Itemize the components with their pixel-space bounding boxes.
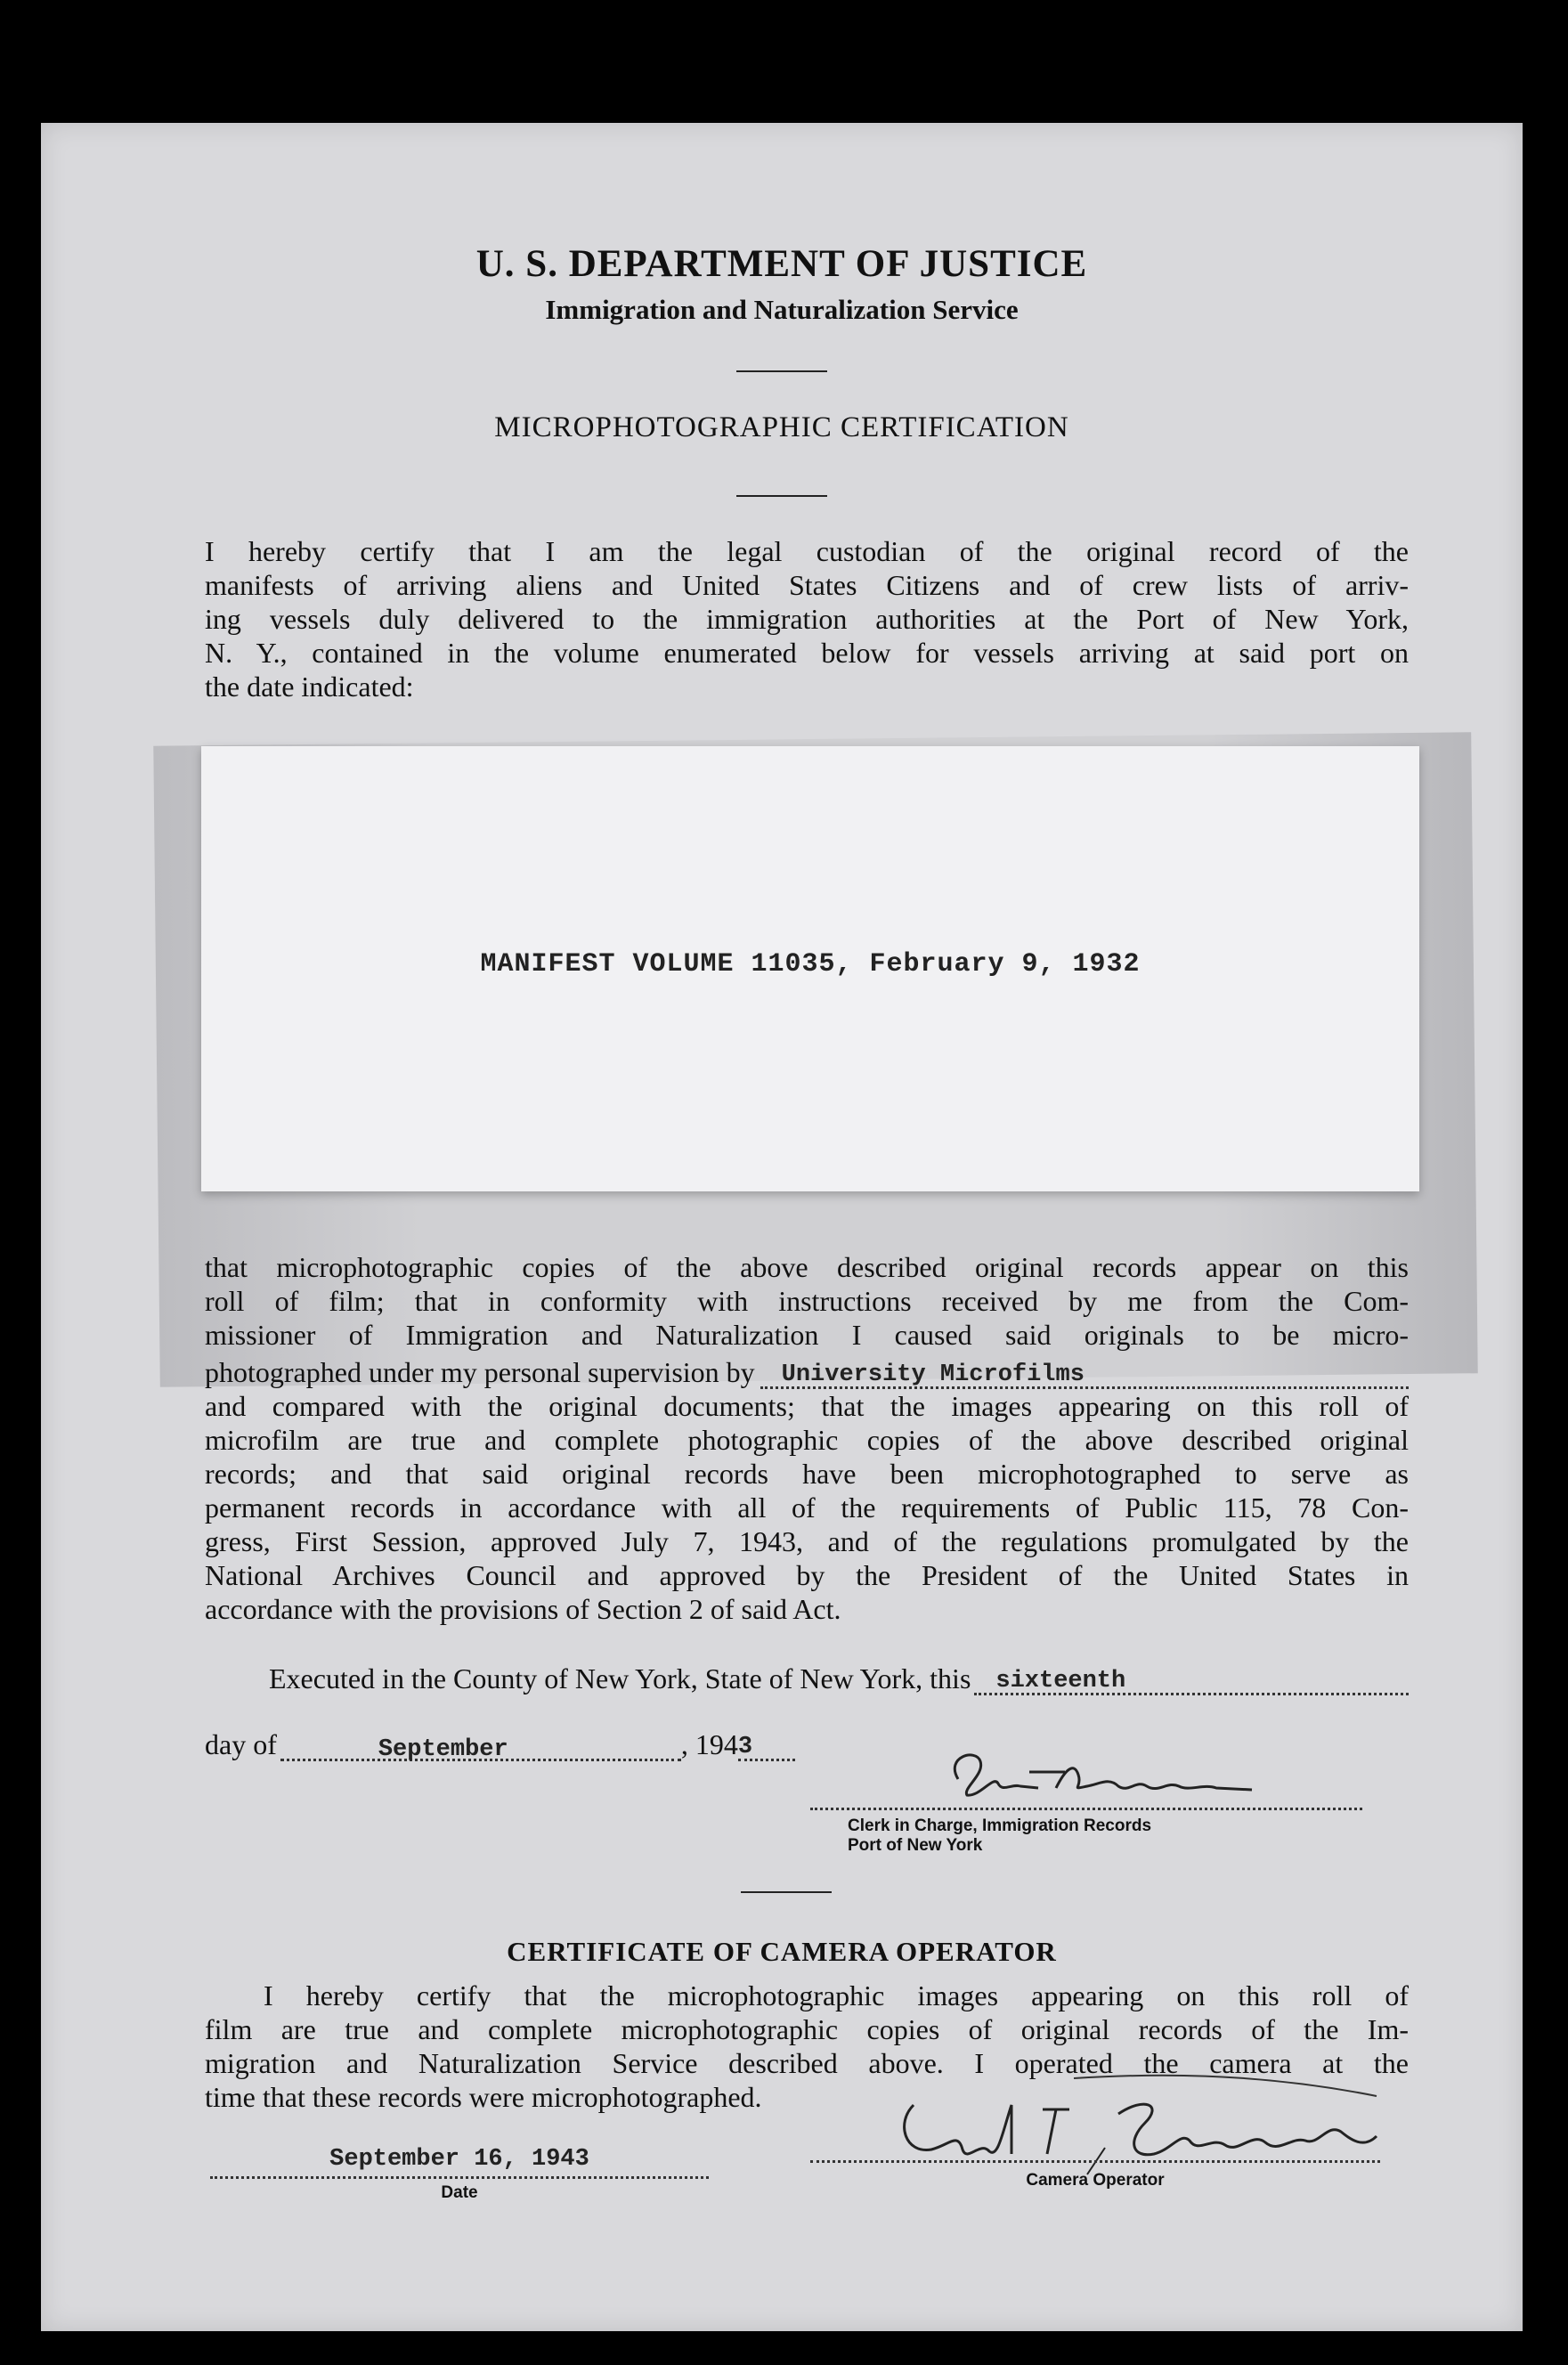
body-line: permanent records in accordance with all of the requirements of Public 115, 78 Con- [205,1491,1409,1524]
certificate-page [41,123,1523,2331]
camera-certificate-title: CERTIFICATE OF CAMERA OPERATOR [507,1936,1057,1967]
service-subtitle: Immigration and Naturalization Service [545,294,1019,325]
clerk-signature-line [810,1808,1362,1810]
day-of-label: day of [205,1728,277,1760]
year-field [738,1728,795,1761]
department-title: U. S. DEPARTMENT OF JUSTICE [475,243,1088,285]
operator-signature-line [810,2160,1380,2163]
date-line [205,1727,917,1761]
camera-line: I hereby certify that the microphotographic images appearing on this roll of [264,1979,1409,2011]
camera-date-value: September 16, 1943 [329,2146,589,2173]
body-line: accordance with the provisions of Section 2 of said Act. [205,1593,841,1625]
camera-line: film are true and complete microphotographic copies of original records of the Im- [205,2013,1409,2045]
body-line: missioner of Immigration and Naturalization I caused said originals to be micro- [205,1319,1409,1351]
body-line: roll of film; that in conformity with instructions received by me from the Com- [205,1285,1409,1317]
supervisor-value: University Microfilms [781,1361,1085,1388]
intro-line: the date indicated: [205,670,414,703]
executed-line [269,1662,1409,1695]
year-digit: 3 [737,1734,753,1760]
clerk-caption-port: Port of New York [848,1836,983,1855]
divider [736,495,827,497]
year-prefix: , 194 [680,1728,738,1760]
intro-line: ing vessels duly delivered to the immigration authorities at the Port of New York, [205,603,1409,635]
clerk-caption-title: Clerk in Charge, Immigration Records [848,1816,1152,1835]
supervision-prefix: photographed under my personal supervision by [205,1356,755,1388]
divider [736,370,827,372]
divider [741,1891,832,1893]
body-line: National Archives Council and approved by the President of the United States in [205,1559,1409,1591]
executed-prefix: Executed in the County of New York, State of New York, this [269,1662,971,1695]
body-line: and compared with the original documents; that the images appearing on this roll of [205,1390,1409,1422]
camera-date-label: Date [441,2183,478,2202]
body-line: that microphotographic copies of the above described original records appear on this [205,1251,1409,1283]
clerk-signature [896,1735,1323,1815]
day-field [974,1662,1409,1695]
body-line: gress, First Session, approved July 7, 1943, and of the regulations promulgated by the [205,1525,1409,1557]
day-value: sixteenth [995,1668,1126,1695]
body-paragraph [205,1250,1409,1626]
intro-paragraph [205,534,1409,703]
camera-operator-label: Camera Operator [1026,2171,1165,2190]
intro-line: N. Y., contained in the volume enumerated below for vessels arriving at said port on [205,637,1409,669]
manifest-volume-text: MANIFEST VOLUME 11035, February 9, 1932 [480,949,1141,979]
intro-line: I hereby certify that I am the legal custodian of the original record of the [205,535,1409,567]
camera-line: time that these records were microphotographed. [205,2081,762,2113]
month-value: September [378,1736,508,1763]
supervisor-field [760,1356,1409,1389]
body-line: microfilm are true and complete photographic copies of the above described original [205,1424,1409,1456]
body-line: records; and that said original records have been microphotographed to serve as [205,1458,1409,1490]
manifest-insert-card [201,746,1419,1191]
certification-title: MICROPHOTOGRAPHIC CERTIFICATION [494,411,1069,443]
intro-line: manifests of arriving aliens and United States Citizens and of crew lists of arriv- [205,569,1409,601]
supervision-line [205,1355,1409,1389]
month-field [280,1731,681,1761]
camera-line: migration and Naturalization Service described above. I operated the camera at the [205,2047,1409,2079]
clerk-caption [848,1816,1346,1856]
camera-date-field [210,2144,709,2179]
